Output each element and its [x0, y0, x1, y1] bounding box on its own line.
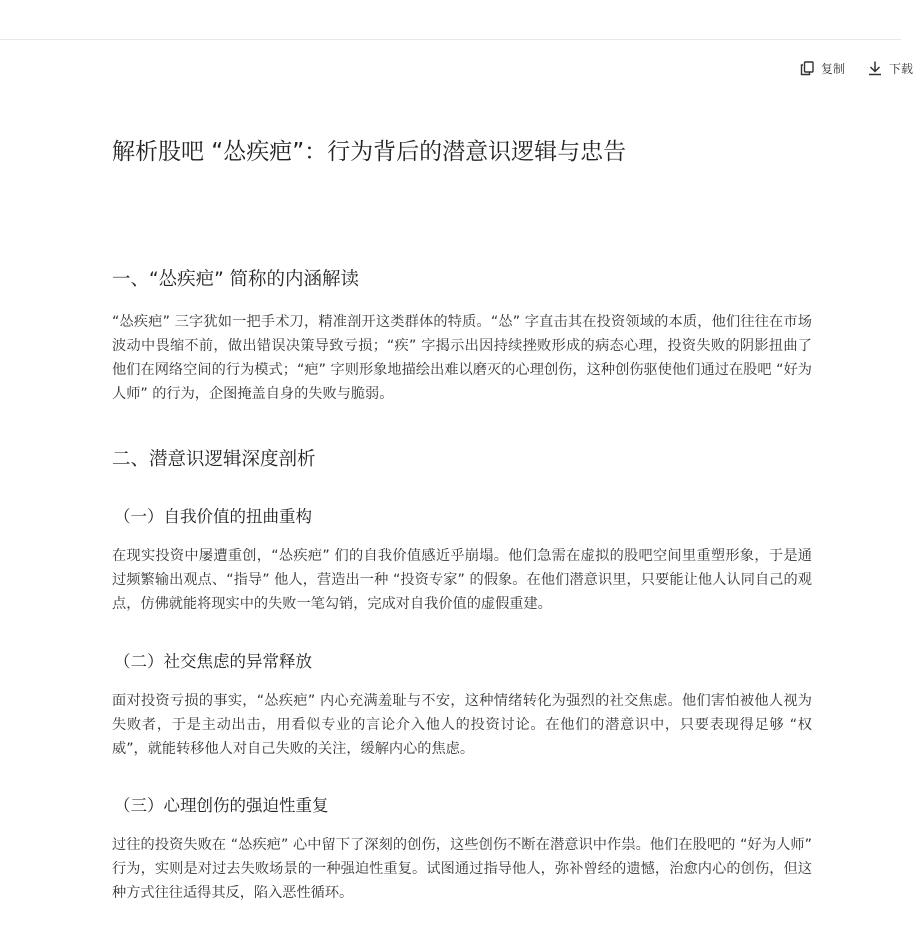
subsection-paragraph: 面对投资亏损的事实，“怂疾疤” 内心充满羞耻与不安，这种情绪转化为强烈的社交焦虑。他们害怕被他人视为失败者，于是主动出击，用看似专业的言论介入他人的投资讨论。在他们的潜意识中，只要表现得足够 “权威”，就能转移他人对自己失败的关注，缓解内心的焦虑。	[112, 693, 812, 757]
section-heading: 一、“怂疾疤” 简称的内涵解读	[112, 269, 360, 290]
subsection-heading: （三）心理创伤的强迫性重复	[114, 796, 329, 815]
copy-button[interactable]	[800, 60, 845, 77]
download-icon	[867, 60, 883, 76]
subsection-heading: （二）社交焦虑的异常释放	[114, 652, 312, 671]
download-label: 下载	[889, 61, 913, 76]
document-toolbar	[800, 58, 913, 78]
subsection-paragraph: 过往的投资失败在 “怂疾疤” 心中留下了深刻的创伤，这些创伤不断在潜意识中作祟。他们在股吧的 “好为人师” 行为，实则是对过去失败场景的一种强迫性重复。试图通过指导他人，弥补曾经的遗憾，治愈内心的创伤，但这种方式往往适得其反，陷入恶性循环。	[112, 837, 812, 901]
subsection-paragraph: 在现实投资中屡遭重创，“怂疾疤” 们的自我价值感近乎崩塌。他们急需在虚拟的股吧空间里重塑形象，于是通过频繁输出观点、“指导” 他人，营造出一种 “投资专家” 的假象。在他们潜意识里，只要能让他人认同自己的观点，仿佛就能将现实中的失败一笔勾销，完成对自我价值的虚假重建。	[112, 548, 812, 612]
section-heading: 二、潜意识逻辑深度剖析	[112, 449, 316, 470]
copy-label: 复制	[821, 61, 846, 76]
download-button[interactable]	[867, 60, 913, 77]
document-title: 解析股吧 “怂疾疤”：行为背后的潜意识逻辑与忠告	[112, 139, 627, 165]
subsection-heading: （一）自我价值的扭曲重构	[114, 507, 312, 526]
section-paragraph: “怂疾疤” 三字犹如一把手术刀，精准剖开这类群体的特质。“怂” 字直击其在投资领域的本质，他们往往在市场波动中畏缩不前，做出错误决策导致亏损；“疾” 字揭示出因持续挫败形成的病态心理，投资失败的阴影扭曲了他们在网络空间的行为模式；“疤” 字则形象地描绘出难以磨灭的心理创伤，这种创伤驱使他们通过在股吧 “好为人师” 的行为，企图掩盖自身的失败与脆弱。	[112, 314, 812, 402]
top-bar	[0, 0, 901, 40]
copy-icon	[800, 61, 815, 76]
